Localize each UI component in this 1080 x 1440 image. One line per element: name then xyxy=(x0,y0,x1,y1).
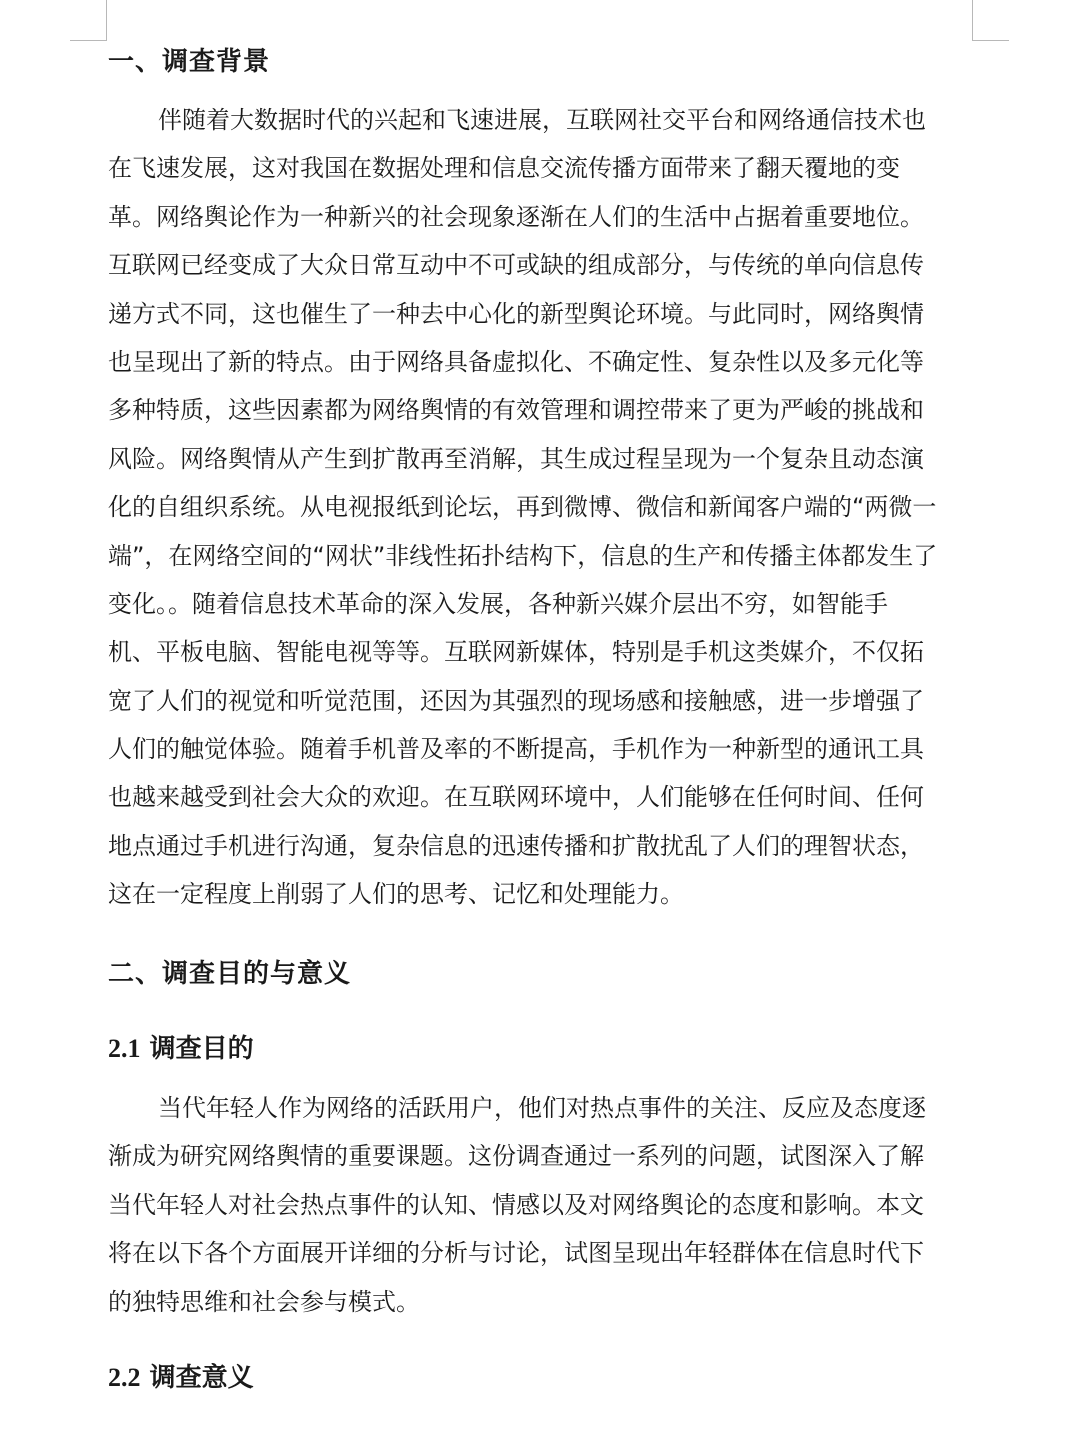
paragraph-line: 化的自组织系统。从电视报纸到论坛，再到微博、微信和新闻客户端的“两微一 xyxy=(108,493,937,522)
paragraph-line: 互联网已经变成了大众日常互动中不可或缺的组成部分，与传统的单向信息传 xyxy=(108,251,924,280)
subsection-number: 2.1 xyxy=(108,1034,141,1063)
paragraph-line: 也越来越受到社会大众的欢迎。在互联网环境中，人们能够在任何时间、任何 xyxy=(108,783,924,812)
subsection-heading-significance xyxy=(108,1360,254,1396)
paragraph-line: 端”，在网络空间的“网状”非线性拓扑结构下，信息的生产和传播主体都发生了 xyxy=(108,541,938,570)
paragraph-line: 变化。。随着信息技术革命的深入发展，各种新兴媒介层出不穷，如智能手 xyxy=(108,589,888,618)
paragraph-background xyxy=(108,96,964,919)
subsection-title: 调查意义 xyxy=(149,1363,254,1393)
paragraph-line: 当代年轻人对社会热点事件的认知、情感以及对网络舆论的态度和影响。本文 xyxy=(108,1190,924,1219)
paragraph-purpose xyxy=(108,1084,964,1326)
paragraph-line: 在飞速发展，这对我国在数据处理和信息交流传播方面带来了翻天覆地的变 xyxy=(108,154,900,183)
paragraph-line: 也呈现出了新的特点。由于网络具备虚拟化、不确定性、复杂性以及多元化等 xyxy=(108,347,924,376)
subsection-number: 2.2 xyxy=(108,1363,141,1392)
paragraph-line: 渐成为研究网络舆情的重要课题。这份调查通过一系列的问题，试图深入了解 xyxy=(108,1142,924,1171)
paragraph-line: 将在以下各个方面展开详细的分析与讨论，试图呈现出年轻群体在信息时代下 xyxy=(108,1239,924,1268)
paragraph-line: 风险。网络舆情从产生到扩散再至消解，其生成过程呈现为一个复杂且动态演 xyxy=(108,444,924,473)
section-heading-background: 一、调查背景 xyxy=(108,47,271,77)
paragraph-line: 革。网络舆论作为一种新兴的社会现象逐渐在人们的生活中占据着重要地位。 xyxy=(108,202,924,231)
paragraph-line: 机、平板电脑、智能电视等等。互联网新媒体，特别是手机这类媒介，不仅拓 xyxy=(108,638,924,667)
crop-mark-top-right xyxy=(972,0,1009,41)
crop-mark-top-left xyxy=(70,0,107,41)
paragraph-line: 这在一定程度上削弱了人们的思考、记忆和处理能力。 xyxy=(108,880,684,909)
paragraph-line: 宽了人们的视觉和听觉范围，还因为其强烈的现场感和接触感，进一步增强了 xyxy=(108,686,924,715)
paragraph-line: 递方式不同，这也催生了一种去中心化的新型舆论环境。与此同时，网络舆情 xyxy=(108,299,924,328)
paragraph-line: 的独特思维和社会参与模式。 xyxy=(108,1287,420,1316)
paragraph-line: 人们的触觉体验。随着手机普及率的不断提高，手机作为一种新型的通讯工具 xyxy=(108,735,924,764)
paragraph-line: 当代年轻人作为网络的活跃用户，他们对热点事件的关注、反应及态度逐 xyxy=(158,1094,926,1122)
subsection-title: 调查目的 xyxy=(149,1034,254,1064)
subsection-heading-purpose xyxy=(108,1031,254,1067)
paragraph-line: 地点通过手机进行沟通，复杂信息的迅速传播和扩散扰乱了人们的理智状态， xyxy=(108,831,924,860)
paragraph-line: 伴随着大数据时代的兴起和飞速进展，互联网社交平台和网络通信技术也 xyxy=(158,106,926,134)
paragraph-line: 多种特质，这些因素都为网络舆情的有效管理和调控带来了更为严峻的挑战和 xyxy=(108,396,924,425)
section-heading-purpose-significance: 二、调查目的与意义 xyxy=(108,959,352,989)
